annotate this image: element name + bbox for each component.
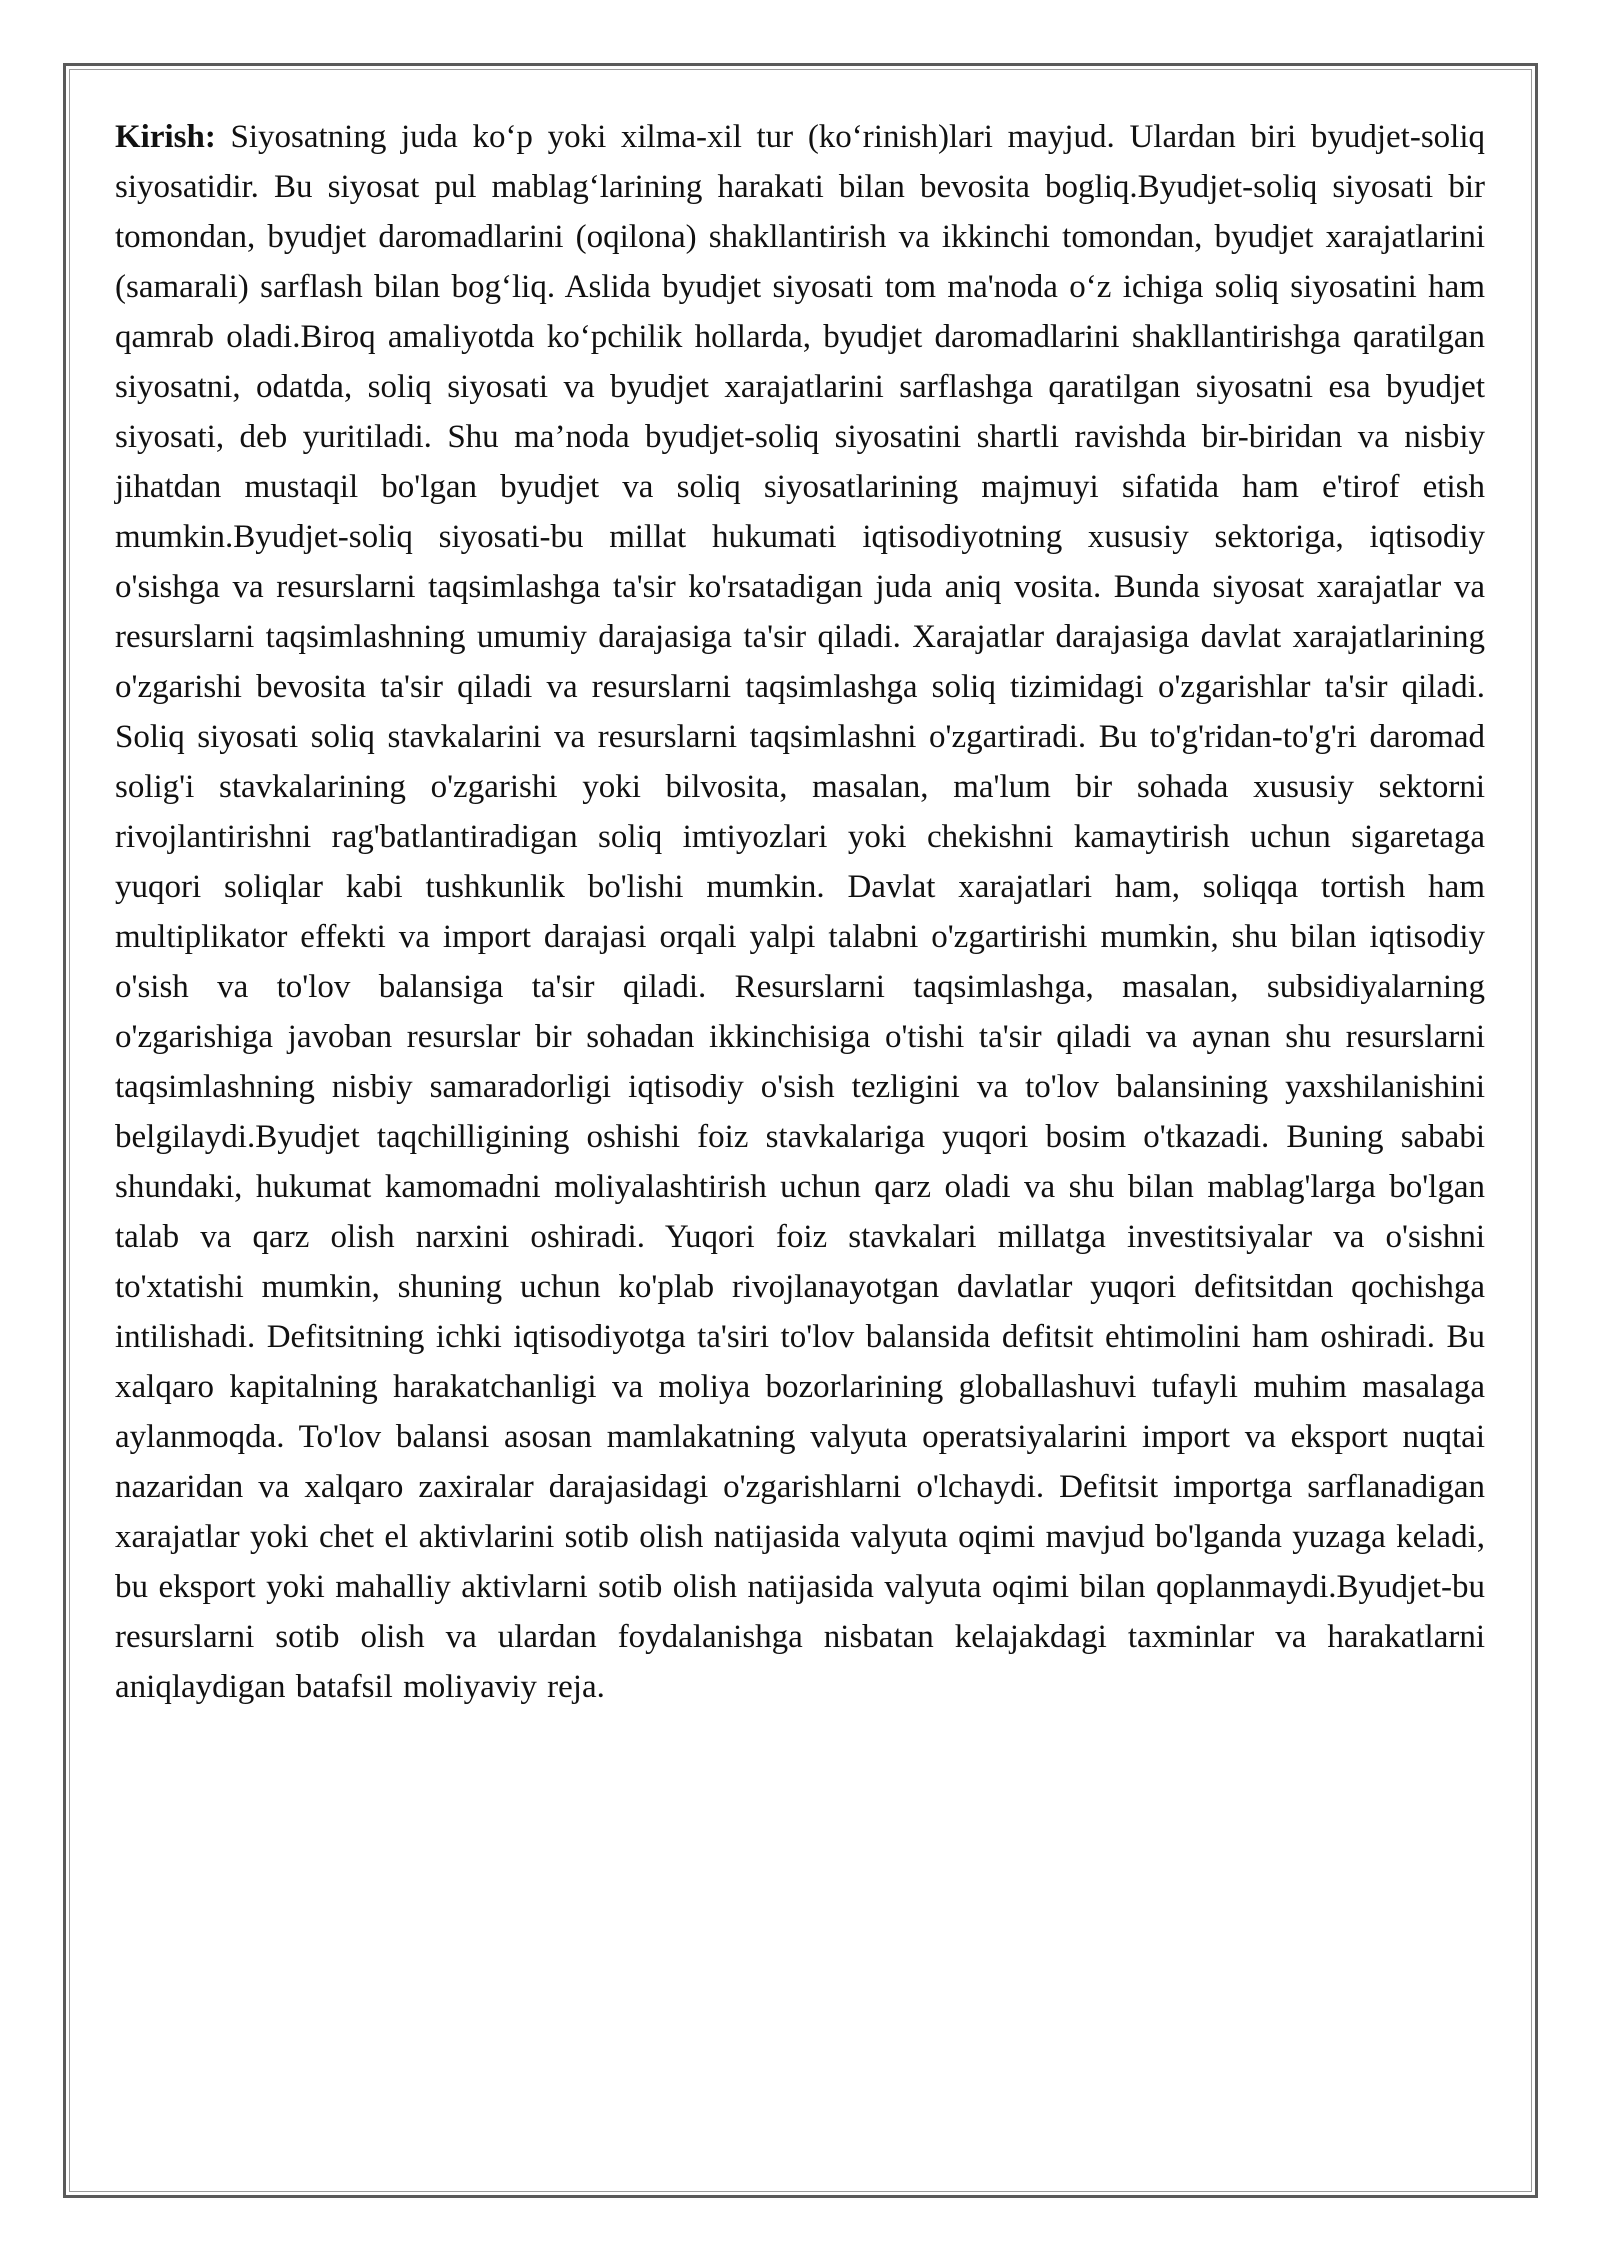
document-body (115, 112, 1485, 1712)
paragraph-text: Siyosatning juda ko‘p yoki xilma-xil tur (ko‘rinish)lari mayjud. Ulardan biri byudjet-soliq siyosatidir. Bu siyosat pul mablag‘larining harakati bilan bevosita bogliq.Byudjet-soliq siyosati bir tomondan, byudjet daromadlarini (oqilona) shakllantirish va ikkinchi tomondan, byudjet xarajatlarini (samarali) sarflash bilan bog‘liq. Aslida byudjet siyosati tom ma'noda o‘z ichiga soliq siyosatini ham qamrab oladi.Biroq amaliyotda ko‘pchilik hollarda, byudjet daromadlarini shakllantirishga qaratilgan siyosatni, odatda, soliq siyosati va byudjet xarajatlarini sarflashga qaratilgan siyosatni esa byudjet siyosati, deb yuritiladi. Shu ma’noda byudjet-soliq siyosatini shartli ravishda bir-biridan va nisbiy jihatdan mustaqil bo'lgan byudjet va soliq siyosatlarining majmuyi sifatida ham e'tirof etish mumkin.Byudjet-soliq siyosati-bu millat hukumati iqtisodiyotning xususiy sektoriga, iqtisodiy o'sishga va resurslarni taqsimlashga ta'sir ko'rsatadigan juda aniq vosita. Bunda siyosat xarajatlar va resurslarni taqsimlashning umumiy darajasiga ta'sir qiladi. Xarajatlar darajasiga davlat xarajatlarining o'zgarishi bevosita ta'sir qiladi va resurslarni taqsimlashga soliq tizimidagi o'zgarishlar ta'sir qiladi. Soliq siyosati soliq stavkalarini va resurslarni taqsimlashni o'zgartiradi. Bu to'g'ridan-to'g'ri daromad solig'i stavkalarining o'zgarishi yoki bilvosita, masalan, ma'lum bir sohada xususiy sektorni rivojlantirishni rag'batlantiradigan soliq imtiyozlari yoki chekishni kamaytirish uchun sigaretaga yuqori soliqlar kabi tushkunlik bo'lishi mumkin. Davlat xarajatlari ham, soliqqa tortish ham multiplikator effekti va import darajasi orqali yalpi talabni o'zgartirishi mumkin, shu bilan iqtisodiy o'sish va to'lov balansiga ta'sir qiladi. Resurslarni taqsimlashga, masalan, subsidiyalarning o'zgarishiga javoban resurslar bir sohadan ikkinchisiga o'tishi ta'sir qiladi va aynan shu resurslarni taqsimlashning nisbiy samaradorligi iqtisodiy o'sish tezligini va to'lov balansining yaxshilanishini belgilaydi.Byudjet taqchilligining oshishi foiz stavkalariga yuqori bosim o'tkazadi. Buning sababi shundaki, hukumat kamomadni moliyalashtirish uchun qarz oladi va shu bilan mablag'larga bo'lgan talab va qarz olish narxini oshiradi. Yuqori foiz stavkalari millatga investitsiyalar va o'sishni to'xtatishi mumkin, shuning uchun ko'plab rivojlanayotgan davlatlar yuqori defitsitdan qochishga intilishadi. Defitsitning ichki iqtisodiyotga ta'siri to'lov balansida defitsit ehtimolini ham oshiradi. Bu xalqaro kapitalning harakatchanligi va moliya bozorlarining globallashuvi tufayli muhim masalaga aylanmoqda. To'lov balansi asosan mamlakatning valyuta operatsiyalarini import va eksport nuqtai nazaridan va xalqaro zaxiralar darajasidagi o'zgarishlarni o'lchaydi. Defitsit importga sarflanadigan xarajatlar yoki chet el aktivlarini sotib olish natijasida valyuta oqimi mavjud bo'lganda yuzaga keladi, bu eksport yoki mahalliy aktivlarni sotib olish natijasida valyuta oqimi bilan qoplanmaydi.Byudjet-bu resurslarni sotib olish va ulardan foydalanishga nisbatan kelajakdagi taxminlar va harakatlarni aniqlaydigan batafsil moliyaviy reja. (115, 119, 1485, 1705)
section-heading: Kirish: (115, 119, 216, 155)
